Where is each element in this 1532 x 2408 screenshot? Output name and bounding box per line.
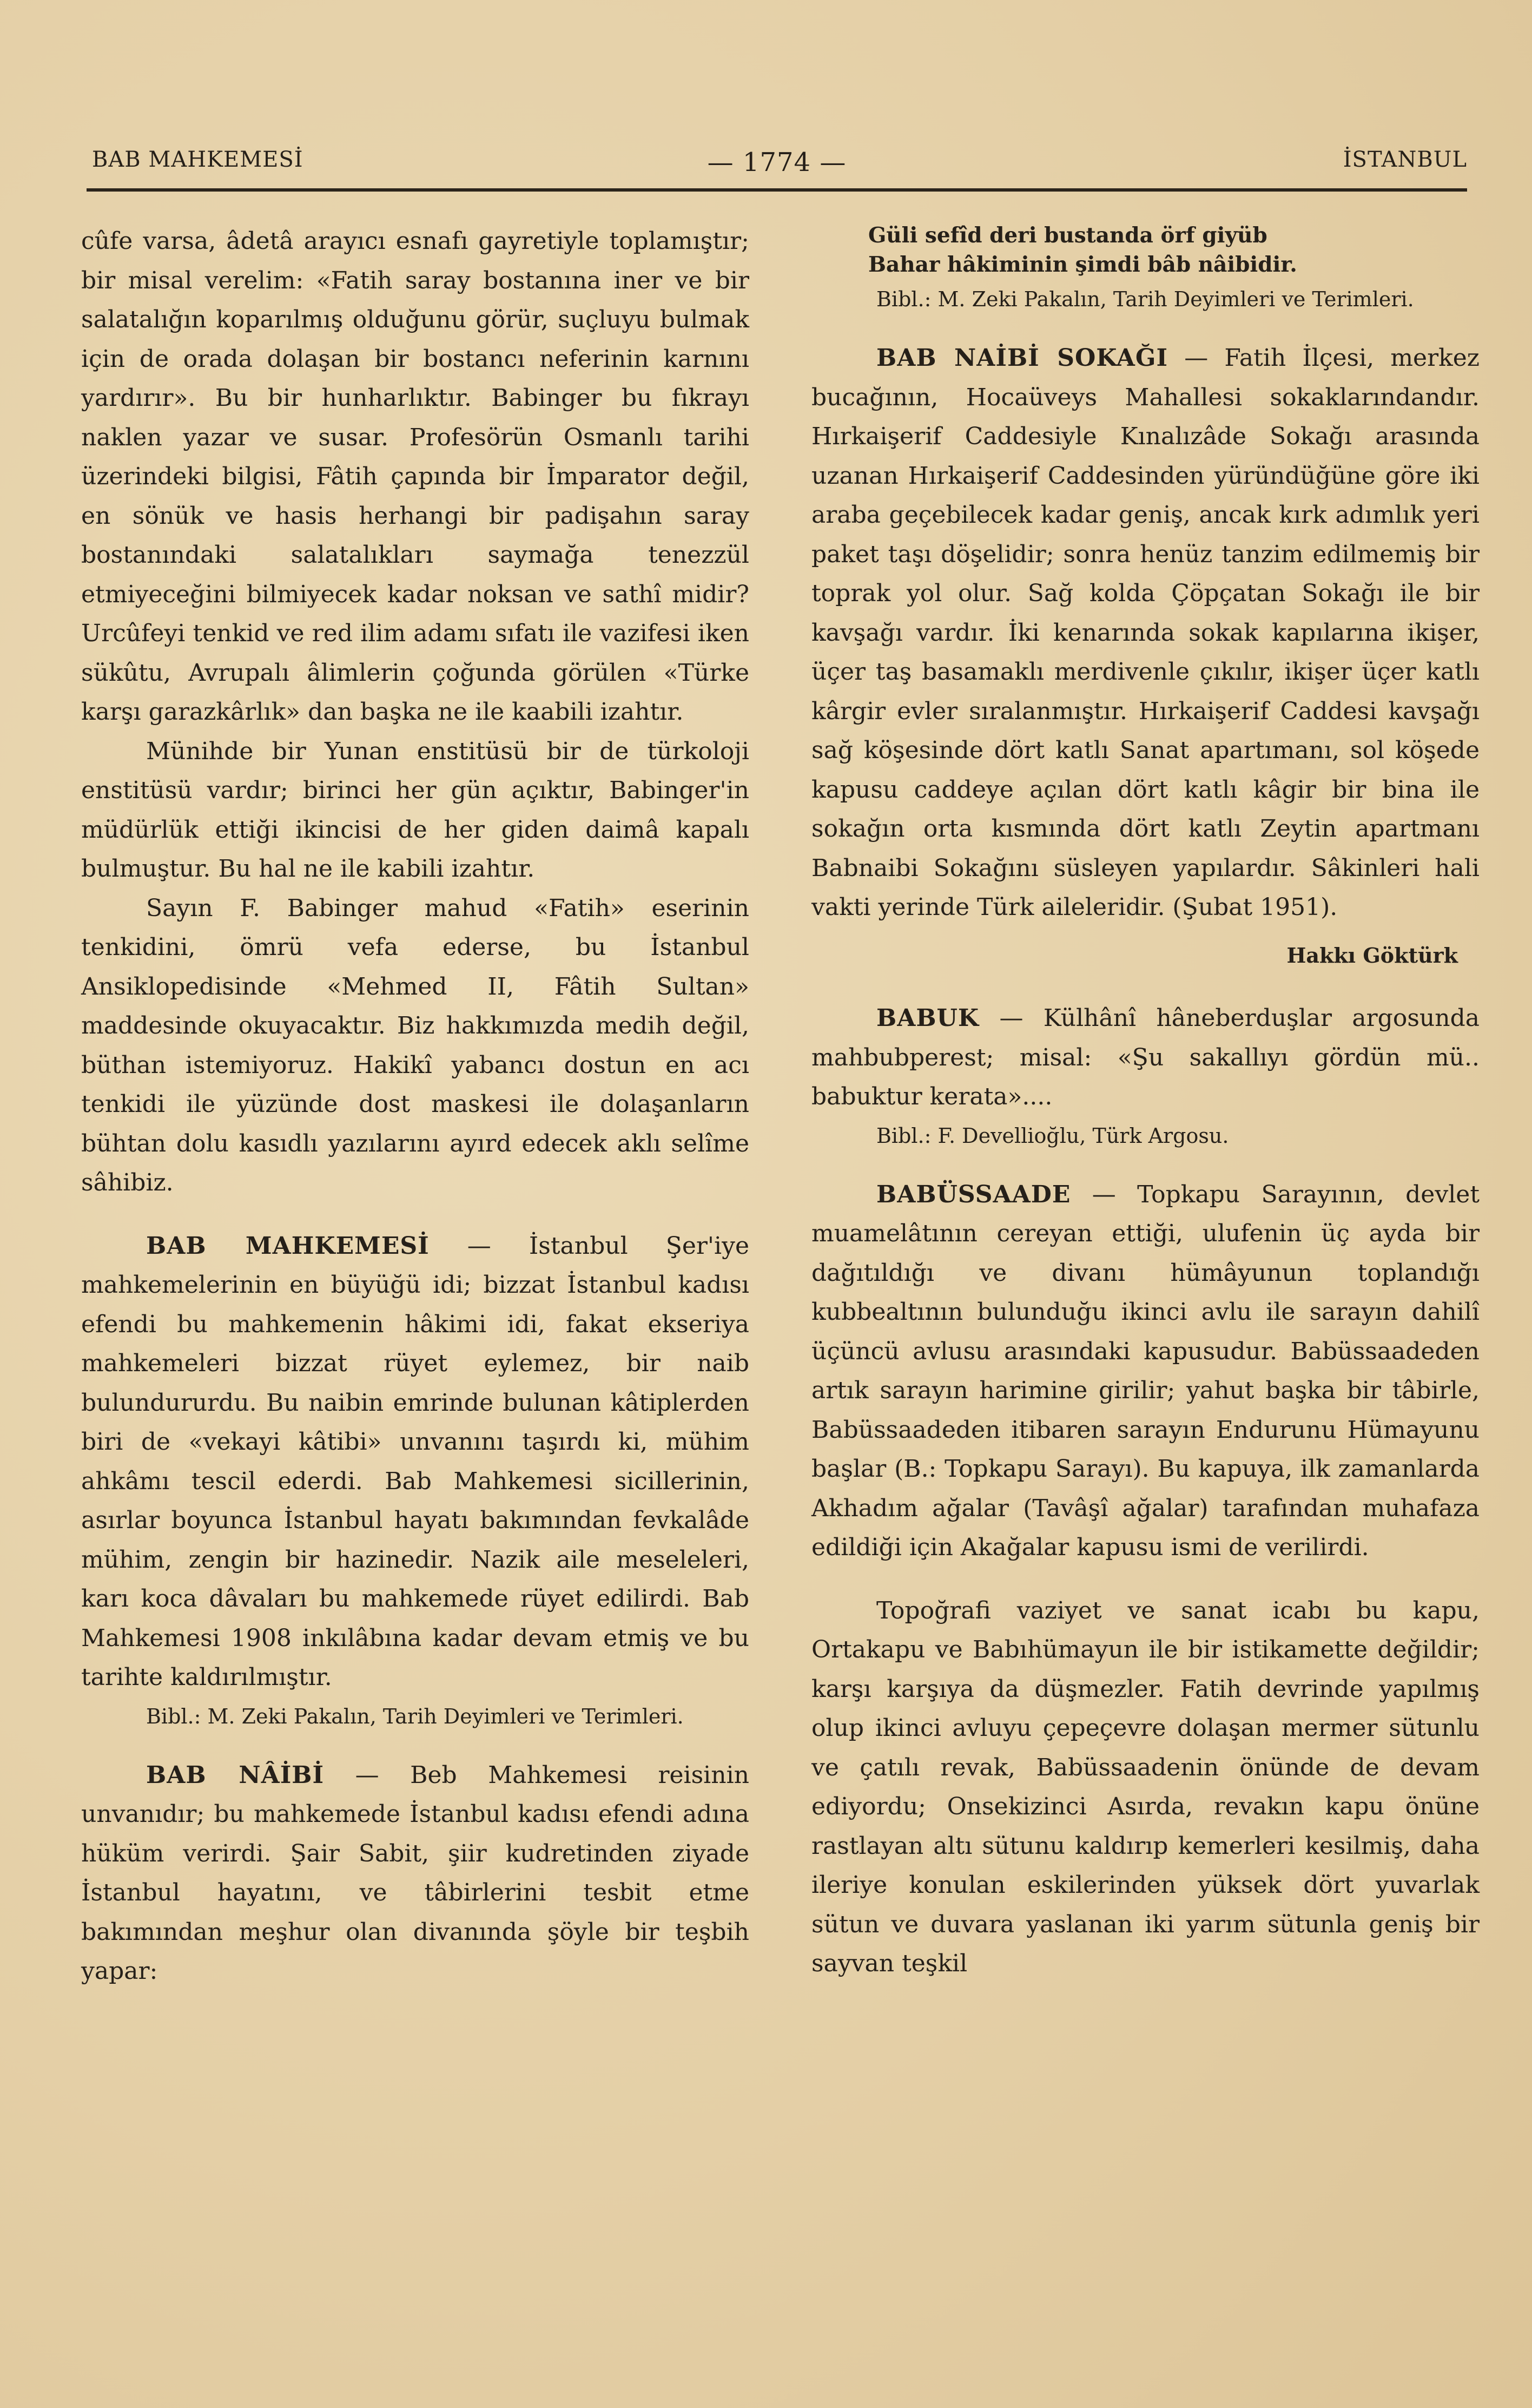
entry-babuk	[811, 999, 1480, 1117]
paragraph-topografi: Topoğrafi vaziyet ve sanat icabı bu kapu, Ortakapu ve Babıhümayun ile bir istikamette değildir; karşı karşıya da düşmezler. Fatih devrinde yapılmış olup ikinci avluyu çepeçevre dolaşan mermer sütunlu ve çatılı revak, Babüssaadenin önünde de devam ediyordu; Onsekizinci Asırda, revakın kapu önüne rastlayan altı sütunu kaldırıp kemerleri kesilmiş, daha ileriye konulan eskilerinden yüksek dört yuvarlak sütun ve duvara yaslanan iki yarım sütunla geniş bir sayvan teşkil	[811, 1596, 1480, 1977]
left-column	[81, 222, 749, 1991]
entry-text: — Fatih İlçesi, merkez bucağının, Hocaüveys Mahallesi sokaklarındandır. Hırkaişerif Caddesiyle Kınalızâde Sokağı arasında uzanan Hırkaişerif Caddesinden yüründüğüne göre iki araba geçebilecek kadar geniş, ancak kırk adımlık yeri paket taşı döşelidir; sonra henüz tanzim edilmemiş bir toprak yol olur. Sağ kolda Çöpçatan Sokağı ile bir kavşağı vardır. İki kenarında sokak kapılarına ikişer, üçer taş basamaklı merdivenle çıkılır, ikişer üçer katlı kârgir evler sıralanmıştır. Hırkaişerif Caddesi kavşağı sağ köşesinde dört katlı Sanat apartımanı, sol köşede kapusu caddeye açılan dört katlı kâgir bir bina ile sokağın orta kısmında dört katlı Zeytin apartmanı Babnaibi Sokağını süsleyen yapılardır. Sâkinleri hali vakti yerinde Türk aileleridir. (Şubat 1951).	[811, 344, 1480, 921]
entry-babussaade	[811, 1175, 1480, 1568]
verse-line: Bahar hâkiminin şimdi bâb nâibidir.	[868, 252, 1297, 277]
author-signature: Hakkı Göktürk	[1286, 943, 1458, 968]
right-column	[811, 222, 1480, 1984]
paragraph-munih: Münihde bir Yunan enstitüsü bir de türkoloji enstitüsü vardır; birinci her gün açıktır, Babinger'in müdürlük ettiği ikincisi de her giden daimâ kapalı bulmuştur. Bu hal ne ile kabili izahtır.	[81, 737, 749, 883]
running-header	[87, 147, 1467, 180]
verse-line: Güli sefîd deri bustanda örf giyüb	[868, 223, 1267, 248]
header-section-title: BAB MAHKEMESİ	[92, 147, 303, 172]
entry-text: — Beb Mahkemesi reisinin unvanıdır; bu mahkemede İstanbul kadısı efendi adına hüküm verirdi. Şair Sabit, şiir kudretinden ziyade İstanbul hayatını, ve tâbirlerini tesbit etme bakımından meşhur olan divanında şöyle bir teşbih yapar:	[81, 1761, 749, 1985]
entry-headword: BAB NÂİBİ	[146, 1761, 325, 1789]
bibliography: Bibl.: F. Devellioğlu, Türk Argosu.	[876, 1123, 1229, 1148]
entry-headword: BABÜSSAADE	[876, 1180, 1071, 1208]
header-rule	[87, 188, 1467, 192]
entry-bab-naibi	[81, 1756, 749, 1991]
bibliography: Bibl.: M. Zeki Pakalın, Tarih Deyimleri ve Terimleri.	[146, 1704, 684, 1728]
continued-paragraph: cûfe varsa, âdetâ arayıcı esnafı gayretiyle toplamıştır; bir misal verelim: «Fatih saray bostanına iner ve bir salatalığın koparılmış olduğunu görür, suçluyu bulmak için de orada dolaşan bir bostancı neferinin karnını yardırır». Bu bir hunharlıktır. Babinger bu fıkrayı naklen yazar ve susar. Profesörün Osmanlı tarihi üzerindeki bilgisi, Fâtih çapında bir İmparator değil, en sönük ve hasis herhangi bir padişahın saray bostanındaki salatalıkları saymağa tenezzül etmiyeceğini bilmiyecek kadar noksan ve sathî midir? Urcûfeyi tenkid ve red ilim adamı sıfatı ile vazifesi iken sükûtu, Avrupalı âlimlerin çoğunda görülen «Türke karşı garazkârlık» dan başka ne ile kaabili izahtır.	[81, 227, 749, 726]
entry-text: — İstanbul Şer'iye mahkemelerinin en büyüğü idi; bizzat İstanbul kadısı efendi bu mahkemenin hâkimi idi, fakat ekseriya mahkemeleri bizzat rüyet eylemez, bir naib bulundururdu. Bu naibin emrinde bulunan kâtiplerden biri de «vekayi kâtibi» unvanını taşırdı ki, mühim ahkâmı tescil ederdi. Bab Mahkemesi sicillerinin, asırlar boyunca İstanbul hayatı bakımından fevkalâde mühim, zengin bir hazinedir. Nazik aile meseleleri, karı koca dâvaları bu mahkemede rüyet edilirdi. Bab Mahkemesi 1908 inkılâbına kadar devam etmiş ve bu tarihte kaldırılmıştır.	[81, 1232, 749, 1691]
entry-headword: BABUK	[876, 1004, 980, 1032]
header-city: İSTANBUL	[1343, 147, 1467, 172]
entry-headword: BAB MAHKEMESİ	[146, 1232, 430, 1260]
paragraph-babinger: Sayın F. Babinger mahud «Fatih» eserinin tenkidini, ömrü vefa ederse, bu İstanbul Ansiklopedisinde «Mehmed II, Fâtih Sultan» maddesinde okuyacaktır. Biz hakkımızda medih değil, büthan istemiyoruz. Hakikî yabancı dostun en acı tenkidi ile yüzünde dost maskesi ile dolaşanların bühtan dolu kasıdlı yazılarını ayırd edecek aklı selîme sâhibiz.	[81, 894, 749, 1196]
entry-bab-mahkemesi	[81, 1227, 749, 1698]
bibliography: Bibl.: M. Zeki Pakalın, Tarih Deyimleri ve Terimleri.	[876, 287, 1414, 311]
entry-bab-naibi-sokagi	[811, 339, 1480, 927]
page-number: — 1774 —	[707, 147, 847, 177]
entry-text: — Külhânî hâneberduşlar argosunda mahbubperest; misal: «Şu sakallıyı gördün mü.. babuktur kerata»....	[811, 1004, 1480, 1110]
entry-headword: BAB NAİBİ SOKAĞI	[876, 344, 1168, 372]
entry-text: — Topkapu Sarayının, devlet muamelâtının cereyan ettiği, ulufenin üç ayda bir dağıtıldığı ve divanı hümâyunun toplandığı kubbealtının bulunduğu ikinci avlu ile sarayın dahilî üçüncü avlusu arasındaki kapusudur. Babüssaadeden artık sarayın harimine girilir; yahut başka bir tâbirle, Babüssaadeden itibaren sarayın Endurunu Hümayunu başlar (B.: Topkapu Sarayı). Bu kapuya, ilk zamanlarda Akhadım ağalar (Tavâşî ağalar) tarafından muhafaza edildiği için Akağalar kapusu ismi de verilirdi.	[811, 1180, 1480, 1561]
